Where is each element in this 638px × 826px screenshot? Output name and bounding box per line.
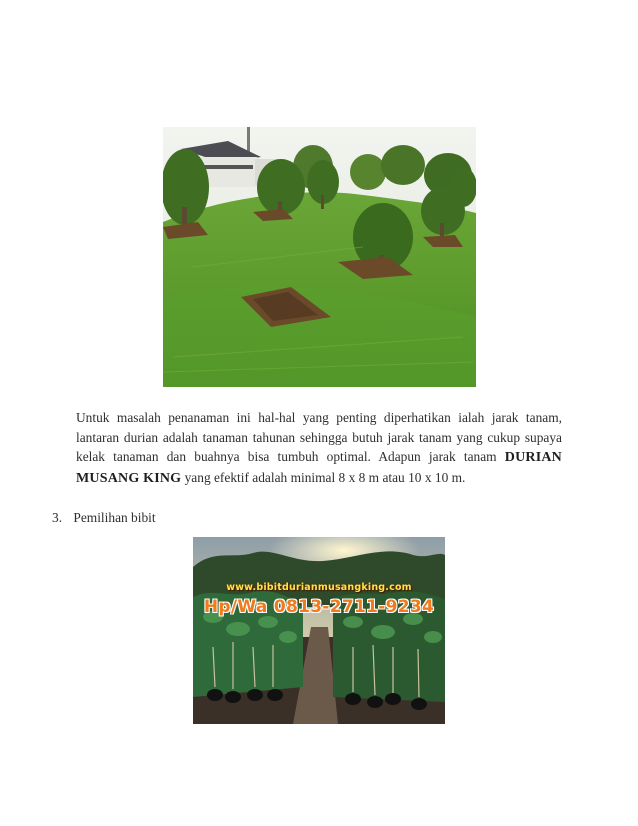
planting-distance-paragraph <box>76 408 562 488</box>
durian-musang-king-bold: DURIAN MUSANG KING <box>76 450 562 486</box>
nursery-seedlings-photo <box>193 537 445 724</box>
nursery-watermark <box>193 582 445 617</box>
watermark-phone: Hp/Wa 0813-2711-9234 <box>203 597 435 617</box>
paragraph-text-end: yang efektif adalah minimal 8 x 8 m atau 10 x 10 m. <box>181 469 466 485</box>
paragraph-text-start: Untuk masalah penanaman ini hal-hal yang penting diperhatikan ialah jarak tanam, lantaran durian adalah tanaman tahunan sehingga butuh jarak tanam yang cukup supaya kelak tanaman dan buahnya bisa tumbuh optimal. Adapun jarak tanam <box>76 410 562 465</box>
durian-orchard-photo <box>163 127 476 387</box>
list-number: 3. <box>52 510 63 525</box>
list-item-seed-selection <box>52 510 156 526</box>
list-item-label: Pemilihan bibit <box>73 510 156 525</box>
watermark-website: www.bibitdurianmusangking.com <box>226 582 412 593</box>
